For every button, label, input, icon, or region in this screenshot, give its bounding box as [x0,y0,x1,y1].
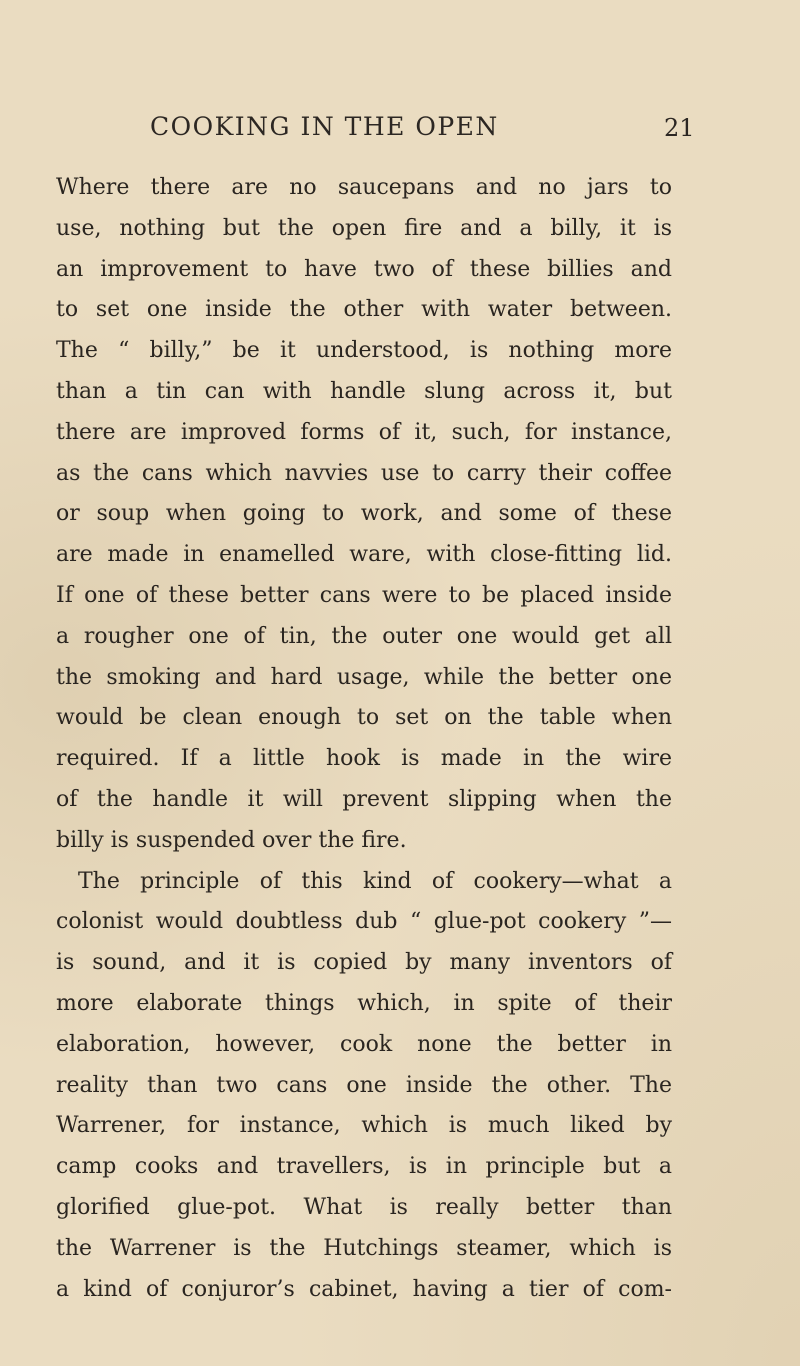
text-line: are made in enamelled ware, with close-fitting lid. [56,542,672,568]
text-line: Where there are no saucepans and no jars to [56,175,672,200]
page-header [0,112,800,152]
text-line: there are improved forms of it, such, for instance, [56,419,672,445]
text-line: required. If a little hook is made in the wire [56,746,672,772]
text-line: billy is suspended over the fire. [56,827,407,853]
text-line: to set one inside the other with water between. [56,297,672,323]
body-text [56,168,672,1310]
text-line: glorified glue-pot. What is really better than [56,1194,672,1220]
text-line: the Warrener is the Hutchings steamer, which is [56,1235,672,1261]
text-line: If one of these better cans were to be placed inside [56,582,672,608]
text-line: more elaborate things which, in spite of their [56,990,672,1016]
text-line: is sound, and it is copied by many inventors of [56,950,672,976]
text-line: would be clean enough to set on the table when [56,705,672,731]
text-line: camp cooks and travellers, is in principle but a [56,1154,672,1180]
text-line: Warrener, for instance, which is much liked by [56,1113,672,1139]
text-line: elaboration, however, cook none the better in [56,1031,672,1057]
text-line: The principle of this kind of cookery—what a [78,868,672,894]
text-line: reality than two cans one inside the other. The [56,1072,672,1098]
text-line: than a tin can with handle slung across it, but [56,378,672,404]
text-line: an improvement to have two of these billies and [56,256,672,282]
text-line: or soup when going to work, and some of these [56,501,672,527]
text-line: The “ billy,” be it understood, is nothing more [56,338,672,364]
page-number: 21 [664,114,695,142]
text-line: the smoking and hard usage, while the better one [56,664,672,690]
text-line: a kind of conjuror’s cabinet, having a tier of com- [56,1276,672,1302]
running-head: COOKING IN THE OPEN [150,112,499,141]
text-line: use, nothing but the open fire and a billy, it is [56,215,672,241]
text-line: as the cans which navvies use to carry their coffee [56,460,672,486]
text-line: colonist would doubtless dub “ glue-pot cookery ”— [56,909,672,935]
text-line: of the handle it will prevent slipping when the [56,786,672,812]
text-line: a rougher one of tin, the outer one would get all [56,623,672,649]
